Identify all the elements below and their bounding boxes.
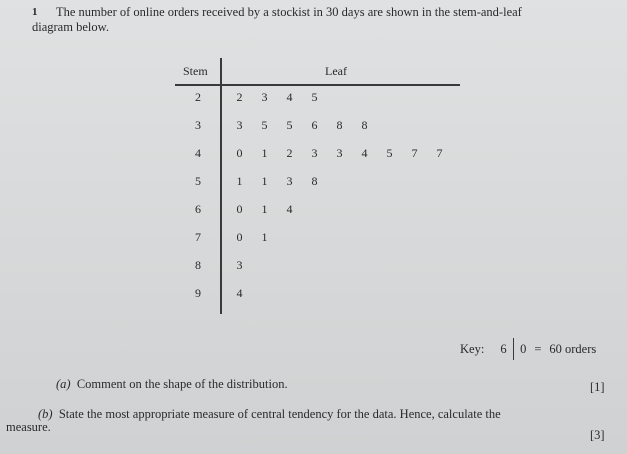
stem-value: 4 [195, 146, 201, 160]
stem-value: 8 [195, 258, 201, 272]
part-a [56, 377, 288, 392]
leaf-value: 0 [236, 230, 243, 244]
key-stem: 6 [500, 341, 507, 356]
leaf-values [227, 286, 252, 301]
leaf-value: 8 [361, 118, 368, 132]
leaf-value: 3 [336, 146, 343, 160]
leaf-values [227, 258, 252, 273]
part-b-text-line1: State the most appropriate measure of central tendency for the data. Hence, calculate the [58, 407, 501, 421]
question-number: 1 [32, 6, 38, 18]
leaf-value: 7 [411, 146, 418, 160]
leaf-values [227, 230, 277, 245]
stem-value: 6 [195, 202, 201, 216]
leaf-value: 5 [386, 146, 393, 160]
key-equals: = [534, 341, 542, 356]
leaf-value: 6 [311, 118, 318, 132]
leaf-value: 4 [286, 202, 293, 216]
part-a-label: (a) [56, 377, 71, 391]
stemplot-row [175, 118, 465, 138]
header-divider [175, 84, 460, 86]
part-a-text: Comment on the shape of the distribution. [76, 377, 288, 391]
question-text-line2: diagram below. [32, 20, 109, 34]
leaf-value: 0 [236, 202, 243, 216]
key-label: Key: [460, 341, 485, 356]
stemplot-row [175, 174, 465, 194]
part-b-label: (b) [38, 407, 53, 421]
stem-header: Stem [183, 64, 208, 78]
stem-value: 7 [195, 230, 201, 244]
leaf-value: 3 [261, 90, 268, 104]
leaf-value: 1 [236, 174, 243, 188]
leaf-values [227, 174, 327, 189]
leaf-value: 3 [286, 174, 293, 188]
stemplot-row [175, 202, 465, 222]
stemplot-row [175, 90, 465, 110]
stemplot-row [175, 258, 465, 278]
leaf-values [227, 202, 302, 217]
key [458, 338, 598, 360]
leaf-value: 4 [236, 286, 243, 300]
leaf-value: 4 [286, 90, 293, 104]
part-a-marks: [1] [590, 380, 605, 394]
leaf-value: 1 [261, 174, 268, 188]
part-b [38, 407, 501, 422]
stem-value: 3 [195, 118, 201, 132]
key-leaf: 0 [520, 341, 527, 356]
leaf-value: 1 [261, 202, 268, 216]
stem-value: 2 [195, 90, 201, 104]
stemplot-row [175, 146, 465, 166]
question-text-line1: The number of online orders received by a stockist in 30 days are shown in the stem-and-leaf [56, 5, 522, 19]
leaf-value: 1 [261, 230, 268, 244]
leaf-value: 3 [311, 146, 318, 160]
stemplot-row [175, 230, 465, 250]
stem-and-leaf-diagram [175, 58, 465, 318]
part-b-marks: [3] [590, 428, 605, 442]
leaf-values [227, 146, 452, 161]
leaf-values [227, 90, 327, 105]
leaf-values [227, 118, 377, 133]
leaf-header: Leaf [325, 64, 347, 78]
leaf-value: 5 [311, 90, 318, 104]
leaf-value: 2 [236, 90, 243, 104]
leaf-value: 3 [236, 258, 243, 272]
leaf-value: 7 [436, 146, 443, 160]
leaf-value: 5 [286, 118, 293, 132]
key-value: 60 orders [549, 341, 597, 356]
stemplot-row [175, 286, 465, 306]
leaf-value: 2 [286, 146, 293, 160]
leaf-value: 8 [336, 118, 343, 132]
leaf-value: 0 [236, 146, 243, 160]
key-divider [513, 338, 515, 360]
leaf-value: 1 [261, 146, 268, 160]
leaf-value: 4 [361, 146, 368, 160]
leaf-value: 3 [236, 118, 243, 132]
part-b-text-line2: measure. [6, 420, 51, 434]
stem-value: 9 [195, 286, 201, 300]
leaf-value: 8 [311, 174, 318, 188]
leaf-value: 5 [261, 118, 268, 132]
stem-value: 5 [195, 174, 201, 188]
